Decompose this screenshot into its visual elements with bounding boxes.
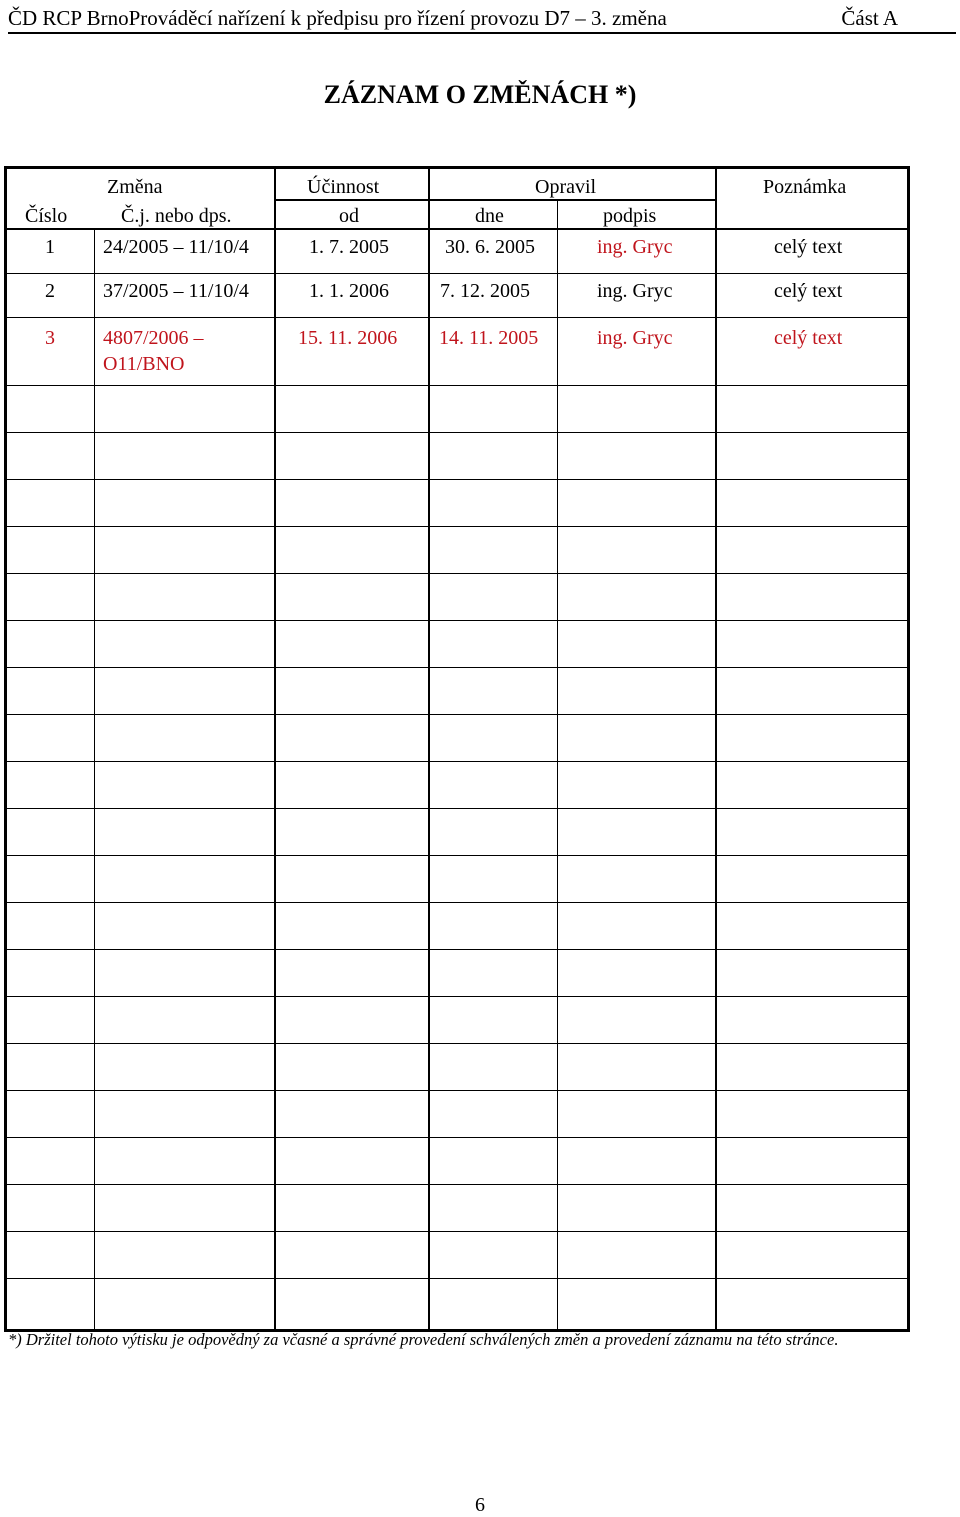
subheader-divider	[275, 199, 716, 201]
empty-row-line	[7, 526, 907, 527]
empty-row-line	[7, 432, 907, 433]
empty-row-line	[7, 808, 907, 809]
column-line	[94, 228, 95, 1329]
empty-row-line	[7, 1137, 907, 1138]
header-cislo: Číslo	[25, 205, 68, 227]
empty-row-line	[7, 1043, 907, 1044]
empty-row-line	[7, 761, 907, 762]
row3-dne: 14. 11. 2005	[439, 327, 539, 349]
row1-dne: 30. 6. 2005	[445, 236, 535, 258]
row-line	[7, 317, 907, 318]
row1-cislo: 1	[45, 236, 55, 258]
empty-row-line	[7, 855, 907, 856]
header-podpis: podpis	[603, 205, 657, 227]
row3-cislo: 3	[45, 327, 55, 349]
row1-poznamka: celý text	[774, 236, 843, 258]
row3-podpis: ing. Gryc	[597, 327, 673, 349]
row1-cj: 24/2005 – 11/10/4	[103, 236, 249, 258]
empty-row-line	[7, 949, 907, 950]
empty-row-line	[7, 667, 907, 668]
column-line	[274, 169, 276, 1329]
empty-row-line	[7, 1231, 907, 1232]
row-line	[7, 273, 907, 274]
row2-podpis: ing. Gryc	[597, 280, 673, 302]
page-title: ZÁZNAM O ZMĚNÁCH *)	[323, 80, 637, 109]
column-line	[715, 169, 717, 1329]
header-od: od	[339, 205, 359, 227]
column-line	[428, 169, 430, 1329]
row3-od: 15. 11. 2006	[298, 327, 398, 349]
row1-podpis: ing. Gryc	[597, 236, 673, 258]
empty-row-line	[7, 385, 907, 386]
empty-row-line	[7, 620, 907, 621]
header-zmena: Změna	[107, 176, 163, 198]
empty-row-line	[7, 996, 907, 997]
empty-row-line	[7, 1278, 907, 1279]
header-bottom-line	[7, 228, 907, 230]
row3-cj-line2: O11/BNO	[103, 353, 185, 375]
header-opravil: Opravil	[535, 176, 597, 198]
change-record-table	[4, 166, 910, 1332]
row1-od: 1. 7. 2005	[309, 236, 389, 258]
header-document-title: ČD RCP BrnoProváděcí nařízení k předpisu pro řízení provozu D7 – 3. změna	[8, 6, 667, 30]
row2-dne: 7. 12. 2005	[440, 280, 530, 302]
header-cj: Č.j. nebo dps.	[121, 205, 232, 227]
column-line	[557, 199, 558, 1329]
footnote: *) Držitel tohoto výtisku je odpovědný za včasné a správné provedení schválených změn a provedení záznamu na této stránce.	[8, 1330, 839, 1349]
header-part-label: Část A	[841, 6, 898, 30]
header-poznamka: Poznámka	[763, 176, 847, 198]
row2-poznamka: celý text	[774, 280, 843, 302]
empty-row-line	[7, 1184, 907, 1185]
header-dne: dne	[475, 205, 504, 227]
empty-row-line	[7, 479, 907, 480]
empty-row-line	[7, 902, 907, 903]
row2-od: 1. 1. 2006	[309, 280, 389, 302]
page-number: 6	[475, 1494, 485, 1516]
row2-cislo: 2	[45, 280, 55, 302]
empty-row-line	[7, 714, 907, 715]
empty-row-line	[7, 573, 907, 574]
row3-poznamka: celý text	[774, 327, 843, 349]
row2-cj: 37/2005 – 11/10/4	[103, 280, 249, 302]
page-header	[8, 4, 956, 34]
row3-cj: 4807/2006 –	[103, 327, 204, 349]
header-ucinnost: Účinnost	[307, 176, 380, 198]
empty-row-line	[7, 1090, 907, 1091]
